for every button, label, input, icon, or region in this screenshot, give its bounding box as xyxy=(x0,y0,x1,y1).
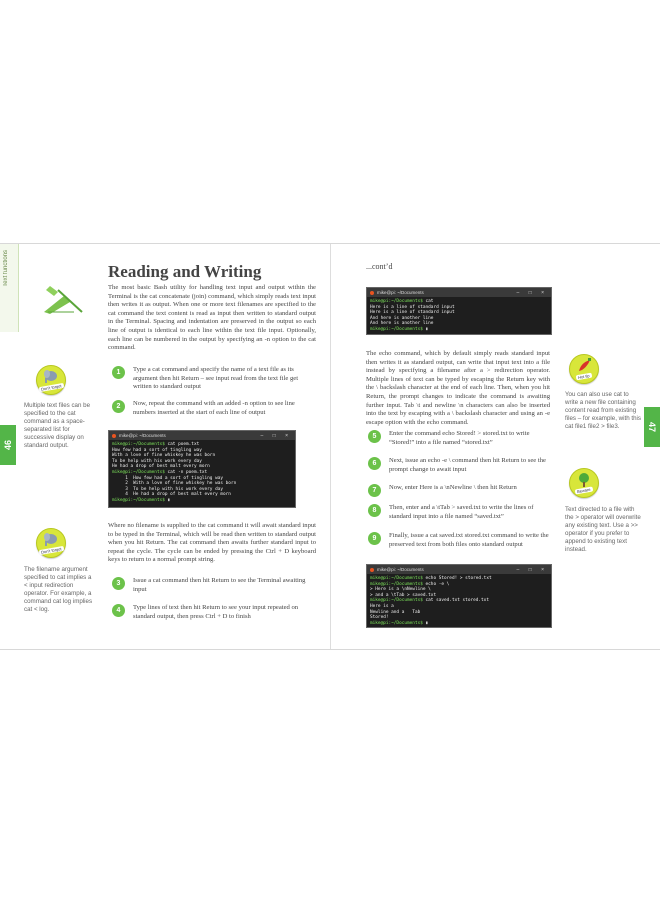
step-text: Now, repeat the command with an added -n option to see line numbers inserted at the start of each line of output xyxy=(133,400,295,416)
step-text: Issue a cat command then hit Return to see the Terminal awaiting input xyxy=(133,577,306,593)
page-number-left: 46 xyxy=(0,425,16,465)
prompt-string: mike@pi:~/Documents$ xyxy=(112,469,165,475)
continued-heading: ...cont’d xyxy=(366,262,393,271)
sidenote-right-2: Text directed to a file with the > operator will overwrite any existing text. Use a >> operator if you prefer to append to existing text instead. xyxy=(565,506,641,553)
terminal-window-cat xyxy=(108,430,296,508)
prompt-string: mike@pi:~/Documents$ xyxy=(370,299,423,304)
step-number: 6 xyxy=(368,457,381,470)
line-text: > Here is a \nNewline \ xyxy=(370,587,431,593)
line-text: With a love of fine whiskey he was born xyxy=(112,453,216,459)
step-number: 4 xyxy=(112,604,125,617)
step-8 xyxy=(368,504,550,521)
step-number: 5 xyxy=(368,430,381,443)
page-title: Reading and Writing xyxy=(108,262,262,281)
prompt-string: mike@pi:~/Documents$ xyxy=(370,598,423,604)
terminal-window-echo xyxy=(366,564,552,628)
step-6 xyxy=(368,457,550,474)
sidenote-left-2: The filename argument specified to cat implies a < input redirection operator. For example, a command cat log implies cat < log. xyxy=(24,566,93,613)
step-number: 7 xyxy=(368,484,381,497)
step-7 xyxy=(368,484,550,497)
terminal-output xyxy=(109,440,295,506)
step-1 xyxy=(112,366,316,392)
step-text: Type a cat command and specify the name of a text file as its argument then hit Return – see input read from the text file get written to standard output xyxy=(133,366,299,391)
step-text: Finally, issue a cat saved.txt stored.txt command to write the preserved text from both files onto standard output xyxy=(389,532,549,548)
terminal-title-bar: mike@pi: ~/Documents – □ × xyxy=(367,565,551,574)
line-text: cat saved.txt stored.txt xyxy=(422,598,489,604)
book-spread xyxy=(0,243,660,650)
line-text: Here is a line of standard input xyxy=(370,304,455,310)
step-number: 8 xyxy=(368,504,381,517)
prompt-string: mike@pi:~/Documents$ xyxy=(112,497,165,503)
step-text: Next, issue an echo -e \ command then hit Return to see the prompt change to await input xyxy=(389,457,546,473)
line-text: ▮ xyxy=(164,497,171,503)
line-text: ▮ xyxy=(422,326,429,332)
line-text: 1 How few had a sort of tingling way xyxy=(112,475,224,481)
terminal-icon xyxy=(370,568,374,572)
sidenote-right-1: You can also use cat to write a new file containing content read from existing files – for example, with this cat file1 file2 > file3. xyxy=(565,391,641,430)
hot-tip-badge: Hot tip xyxy=(569,354,599,384)
step-3 xyxy=(112,577,316,594)
line-text: Here is a line of standard input xyxy=(370,310,455,316)
line-text: cat -n poem.txt xyxy=(164,469,208,475)
line-text: echo -e \ xyxy=(422,581,450,587)
page-gutter xyxy=(330,244,331,649)
step-text: Now, enter Here is a \nNewline \ then hit Return xyxy=(389,484,517,491)
terminal-title-bar: mike@pi: ~/Documents – □ × xyxy=(109,431,295,440)
line-text: He had a drop of best malt every morn xyxy=(112,464,210,470)
window-controls[interactable]: – □ × xyxy=(516,289,548,296)
terminal-icon xyxy=(370,291,374,295)
prompt-string: mike@pi:~/Documents$ xyxy=(112,442,165,447)
stdin-paragraph: Where no filename is supplied to the cat command it will await standard input to be typed in the Terminal, which will be read then written to standard output when you hit Return. The cat command then awaits further standard input to repeat the cycle. The cycle can be ended by pressing the Ctrl + D keyboard keys to return to a normal prompt string. xyxy=(108,522,316,564)
echo-paragraph: The echo command, which by default simply reads standard input then writes it as standard output, can write that input text into a file instead by specifying a filename after a > redirection operator. Multiple lines of text can be typed by escaping the Return key with the \ backslash character at the end of each line. Then, when you hit Return, the prompt changes to indicate the command is awaiting further input. Tab \t and newline \n characters can also be inserted into the text by escaping with a \ backslash character and using an -e escape option with the echo command. xyxy=(366,350,550,426)
line-text: To be help with his work every day xyxy=(112,458,202,464)
line-text: How few had a sort of tingling way xyxy=(112,447,202,453)
window-controls[interactable]: – □ × xyxy=(516,566,548,573)
line-text: And here is another line xyxy=(370,315,434,321)
terminal-line xyxy=(370,621,548,627)
prompt-string: mike@pi:~/Documents$ xyxy=(370,581,423,587)
step-number: 2 xyxy=(112,400,125,413)
terminal-output xyxy=(367,574,551,628)
step-number: 9 xyxy=(368,532,381,545)
line-text: 2 With a love of fine whiskey he was born xyxy=(112,481,237,487)
step-4 xyxy=(112,604,316,621)
step-number: 1 xyxy=(112,366,125,379)
prompt-string: mike@pi:~/Documents$ xyxy=(370,326,423,332)
terminal-window-stdin xyxy=(366,287,552,335)
page-number-right: 47 xyxy=(644,407,660,447)
sidenote-left-1: Multiple text files can be specified to the cat command as a space-separated list for successive display on standard output. xyxy=(24,402,91,449)
step-text: Type lines of text then hit Return to see your input repeated on standard output, then press Ctrl + D to finish xyxy=(133,604,299,620)
line-text: And here is another line xyxy=(370,321,434,327)
dont-forget-badge: Don’t forget xyxy=(36,365,66,395)
beware-badge: Beware xyxy=(569,468,599,498)
line-text: cat xyxy=(422,299,434,304)
terminal-title-bar: mike@pi: ~/Documents – □ × xyxy=(367,288,551,297)
step-text: Then, enter and a \tTab > saved.txt to write the lines of standard input into a file named “saved.txt” xyxy=(389,504,534,520)
line-text: 4 He had a drop of best malt every morn xyxy=(112,492,231,498)
step-2 xyxy=(112,400,316,417)
terminal-icon xyxy=(112,434,116,438)
intro-paragraph: The most basic Bash utility for handling text input and output within the Terminal is the cat concatenate (join) command, which simply reads text input then writes it as output. When one or more text filenames are specified to the cat command the text content is read as input then written to standard output in the Terminal. Spacing and indentation are preserved in the output so each line of output is identical to each line within the text file input. Optionally, each line can be numbered in the output by specifying an -n option to the cat command. xyxy=(108,284,316,352)
line-text: ▮ xyxy=(422,620,429,626)
line-text: cat poem.txt xyxy=(164,442,200,447)
terminal-output xyxy=(367,297,551,335)
dont-forget-badge-2: Don’t forget xyxy=(36,528,66,558)
line-text: echo Stored! > stored.txt xyxy=(422,576,492,581)
quill-pen-icon xyxy=(40,282,84,316)
line-text: Here is a xyxy=(370,603,394,609)
window-controls[interactable]: – □ × xyxy=(260,432,292,439)
prompt-string: mike@pi:~/Documents$ xyxy=(370,620,423,626)
line-text: Stored! xyxy=(370,615,389,621)
line-text: > and a \tTab > saved.txt xyxy=(370,592,437,598)
step-9 xyxy=(368,532,550,549)
chapter-tab: Text functions xyxy=(0,244,19,332)
line-text: Newline and a Tab xyxy=(370,609,421,615)
step-text: Enter the command echo Stored! > stored.txt to write “Stored!” into a file named “stored.txt” xyxy=(389,430,530,446)
prompt-string: mike@pi:~/Documents$ xyxy=(370,576,423,581)
step-5 xyxy=(368,430,550,447)
terminal-line xyxy=(112,498,292,504)
terminal-line xyxy=(370,327,548,333)
line-text: 3 To be help with his work every day xyxy=(112,486,224,492)
step-number: 3 xyxy=(112,577,125,590)
